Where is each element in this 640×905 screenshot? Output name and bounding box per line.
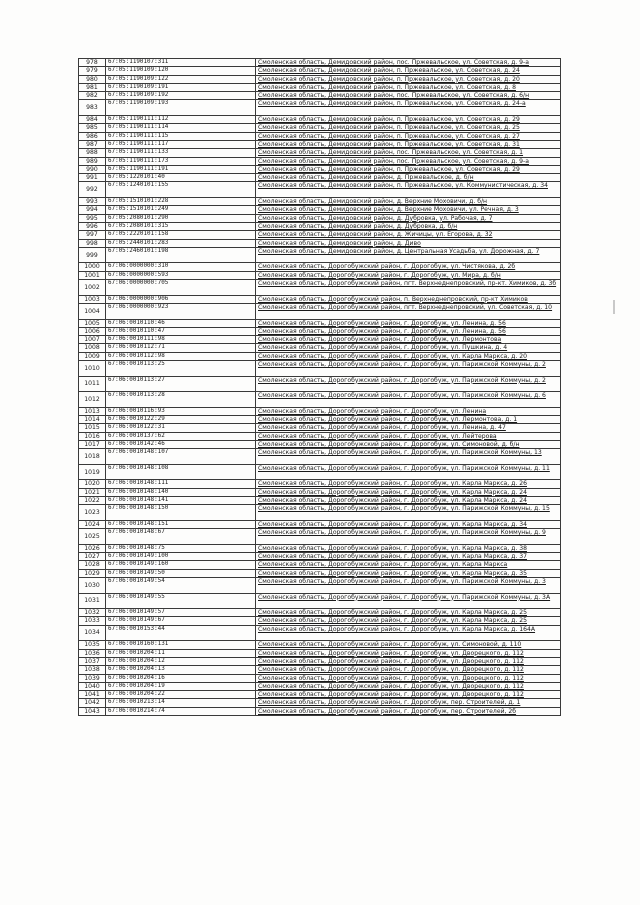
row-number: 1011: [79, 376, 106, 392]
table-row: [79, 319, 561, 327]
address: Смоленская область, Демидовский район, п. Пржевальское, ул. Советская, д. 31: [256, 140, 561, 148]
table-row: [79, 707, 561, 715]
cadastral-number: 67:06:0000000:310: [106, 263, 256, 271]
table-row: [79, 416, 561, 424]
table-row: [79, 657, 561, 665]
address: Смоленская область, Дорогобужский район, г. Дорогобуж, ул. Ленина, д. 56: [256, 319, 561, 327]
table-row: [79, 392, 561, 408]
cadastral-number: 67:06:0010148:141: [106, 497, 256, 505]
row-number: 1002: [79, 280, 106, 296]
row-number: 1040: [79, 682, 106, 690]
table-row: [79, 67, 561, 75]
cadastral-number: 67:06:0010111:98: [106, 336, 256, 344]
cadastral-number: 67:06:0010148:150: [106, 505, 256, 521]
address: Смоленская область, Демидовский район, п. Пржевальское, ул. Советская, д. 24: [256, 67, 561, 75]
address: Смоленская область, Дорогобужский район, г. Дорогобуж, пер. Строителей, д. 1: [256, 699, 561, 707]
table-row: [79, 505, 561, 521]
cadastral-number: 67:06:0010213:14: [106, 699, 256, 707]
row-number: 980: [79, 75, 106, 83]
cadastral-number: 67:06:0010148:67: [106, 529, 256, 545]
address: Смоленская область, Дорогобужский район, г. Дорогобуж, ул. Парижской Коммуны, д. 9: [256, 529, 561, 545]
table-row: [79, 488, 561, 496]
table-row: [79, 649, 561, 657]
cadastral-number: 67:06:0010153:44: [106, 625, 256, 641]
cadastral-number: 67:06:0010142:46: [106, 440, 256, 448]
cadastral-number: 67:06:0010122:29: [106, 416, 256, 424]
address: Смоленская область, Дорогобужский район, г. Дорогобуж, ул. Карла Маркса, д. 38: [256, 544, 561, 552]
address: Смоленская область, Демидовский район, д. Пржевальское, д. б/н: [256, 174, 561, 182]
table-row: [79, 280, 561, 296]
cadastral-number: 67:05:2460101:198: [106, 247, 256, 263]
address: Смоленская область, Дорогобужский район, г. Дорогобуж, ул. Парижской Коммуны, 13: [256, 449, 561, 465]
cadastral-number: 67:05:1190111:114: [106, 124, 256, 132]
table-row: [79, 222, 561, 230]
row-number: 1027: [79, 553, 106, 561]
table-row: [79, 424, 561, 432]
table-row: [79, 699, 561, 707]
cadastral-number: 67:06:0010149:55: [106, 593, 256, 609]
row-number: 1039: [79, 674, 106, 682]
cadastral-number: 67:05:2440101:283: [106, 239, 256, 247]
row-number: 990: [79, 165, 106, 173]
table-row: [79, 617, 561, 625]
table-row: [79, 561, 561, 569]
row-number: 1019: [79, 464, 106, 480]
cadastral-number: 67:06:0010204:19: [106, 682, 256, 690]
address: Смоленская область, Демидовский район, пос. Пржевальское, ул. Советская, д. 9-а: [256, 59, 561, 67]
table-row: [79, 336, 561, 344]
address: Смоленская область, Демидовский район, д. Жичицы, ул. Егорова, д. 32: [256, 231, 561, 239]
row-number: 991: [79, 174, 106, 182]
cadastral-number: 67:06:0010113:25: [106, 360, 256, 376]
table-row: [79, 174, 561, 182]
row-number: 992: [79, 182, 106, 198]
row-number: 1042: [79, 699, 106, 707]
row-number: 1031: [79, 593, 106, 609]
table-row: [79, 432, 561, 440]
cadastral-number: 67:06:0010148:108: [106, 464, 256, 480]
cadastral-number: 67:06:0000000:906: [106, 295, 256, 303]
cadastral-number: 67:05:1190109:122: [106, 75, 256, 83]
table-row: [79, 593, 561, 609]
row-number: 1030: [79, 578, 106, 594]
address: Смоленская область, Демидовский район, п. Пржевальское, ул. Советская, д. 25: [256, 124, 561, 132]
table-row: [79, 303, 561, 319]
cadastral-number: 67:06:0010148:151: [106, 520, 256, 528]
table-row: [79, 641, 561, 649]
address: Смоленская область, Дорогобужский район, г. Дорогобуж, ул. Парижской Коммуны, д. 15: [256, 505, 561, 521]
table-row: [79, 674, 561, 682]
row-number: 1043: [79, 707, 106, 715]
address: Смоленская область, Дорогобужский район, г. Дорогобуж, ул. Парижской Коммуны, д. 3А: [256, 593, 561, 609]
address: Смоленская область, Дорогобужский район, г. Дорогобуж, ул. Ленина: [256, 407, 561, 415]
address: Смоленская область, Дорогобужский район, г. Дорогобуж, ул. Карла Маркса, д. 20: [256, 352, 561, 360]
row-number: 1005: [79, 319, 106, 327]
row-number: 1036: [79, 649, 106, 657]
cadastral-number: 67:05:2080101:290: [106, 214, 256, 222]
cadastral-number: 67:06:0010110:46: [106, 319, 256, 327]
table-row: [79, 247, 561, 263]
cadastral-number: 67:06:0010149:54: [106, 578, 256, 594]
address: Смоленская область, Дорогобужский район, г. Дорогобуж, ул. Парижской Коммуны, д. 2: [256, 360, 561, 376]
address: Смоленская область, Демидовский район, п. Пржевальское, ул. Советская, д. 20: [256, 75, 561, 83]
table-row: [79, 529, 561, 545]
cadastral-number: 67:06:0010204:22: [106, 691, 256, 699]
address: Смоленская область, Дорогобужский район, г. Дорогобуж, ул. Карла Маркса, д. 25: [256, 609, 561, 617]
row-number: 994: [79, 206, 106, 214]
table-row: [79, 295, 561, 303]
table-row: [79, 83, 561, 91]
row-number: 983: [79, 100, 106, 116]
cadastral-number: 67:06:0010149:57: [106, 609, 256, 617]
table-row: [79, 360, 561, 376]
address: Смоленская область, Демидовский район, п. Пржевальское, ул. Советская, д. 27: [256, 132, 561, 140]
cadastral-number: 67:06:0010204:13: [106, 666, 256, 674]
address: Смоленская область, Дорогобужский район, г. Дорогобуж, ул. Ленина, д. 47: [256, 424, 561, 432]
address: Смоленская область, Демидовский район, д. Верхние Моховичи, д. б/н: [256, 198, 561, 206]
row-number: 1041: [79, 691, 106, 699]
row-number: 1034: [79, 625, 106, 641]
cadastral-number: 67:06:0010204:16: [106, 674, 256, 682]
row-number: 997: [79, 231, 106, 239]
row-number: 1008: [79, 344, 106, 352]
cadastral-number: 67:06:0010149:100: [106, 553, 256, 561]
address: Смоленская область, Дорогобужский район, г. Дорогобуж, ул. Лейтерова: [256, 432, 561, 440]
address: Смоленская область, Дорогобужский район, г. Дорогобуж, ул. Парижской Коммуны, д. 3: [256, 578, 561, 594]
cadastral-number: 67:05:1190111:117: [106, 140, 256, 148]
row-number: 987: [79, 140, 106, 148]
row-number: 993: [79, 198, 106, 206]
row-number: 979: [79, 67, 106, 75]
address: Смоленская область, Демидовский район, пос. Пржевальское, ул. Советская, д. 1: [256, 149, 561, 157]
cadastral-number: 67:05:2220101:158: [106, 231, 256, 239]
address: Смоленская область, Дорогобужский район, г. Дорогобуж, ул. Карла Маркса, д. 26: [256, 480, 561, 488]
table-row: [79, 691, 561, 699]
address: Смоленская область, Демидовский район, пос. Пржевальское, ул. Советская, д. 6/н: [256, 92, 561, 100]
row-number: 1022: [79, 497, 106, 505]
address: Смоленская область, Дорогобужский район, г. Дорогобуж, ул. Дворецкого, д. 112: [256, 666, 561, 674]
table-row: [79, 182, 561, 198]
row-number: 1010: [79, 360, 106, 376]
cadastral-number: 67:06:0010137:62: [106, 432, 256, 440]
row-number: 1026: [79, 544, 106, 552]
row-number: 981: [79, 83, 106, 91]
row-number: 1023: [79, 505, 106, 521]
row-number: 1037: [79, 657, 106, 665]
table-row: [79, 116, 561, 124]
row-number: 1003: [79, 295, 106, 303]
table-row: [79, 344, 561, 352]
row-number: 1014: [79, 416, 106, 424]
table-row: [79, 206, 561, 214]
row-number: 1015: [79, 424, 106, 432]
row-number: 1016: [79, 432, 106, 440]
cadastral-number: 67:06:0000000:705: [106, 280, 256, 296]
table-row: [79, 198, 561, 206]
address: Смоленская область, Дорогобужский район, г. Дорогобуж, ул. Чистякова, д. 2б: [256, 263, 561, 271]
address: Смоленская область, Демидовский район, п. Пржевальское, ул. Коммунистическая, д. 34: [256, 182, 561, 198]
table-row: [79, 520, 561, 528]
table-row: [79, 239, 561, 247]
table-row: [79, 376, 561, 392]
cadastral-number: 67:06:0010204:12: [106, 657, 256, 665]
address: Смоленская область, Дорогобужский район, г. Дорогобуж, ул. Карла Маркса, д. 25: [256, 617, 561, 625]
address: Смоленская область, Дорогобужский район, г. Дорогобуж, ул. Парижской Коммуны, д. 2: [256, 376, 561, 392]
address: Смоленская область, Дорогобужский район, г. Дорогобуж, ул. Дворецкого, д. 112: [256, 674, 561, 682]
table-row: [79, 92, 561, 100]
row-number: 1032: [79, 609, 106, 617]
address: Смоленская область, Демидовский район, д. Дубровка, ул. Рабочая, д. 7: [256, 214, 561, 222]
table-row: [79, 553, 561, 561]
address: Смоленская область, Дорогобужский район, г. Дорогобуж, ул. Карла Маркса, д. 35: [256, 569, 561, 577]
cadastral-number: 67:06:0010149:67: [106, 617, 256, 625]
row-number: 1020: [79, 480, 106, 488]
row-number: 986: [79, 132, 106, 140]
table-row: [79, 449, 561, 465]
address: Смоленская область, Дорогобужский район, г. Дорогобуж, ул. Карла Маркса, д. 164А: [256, 625, 561, 641]
table-row: [79, 59, 561, 67]
cadastral-number: 67:05:1190111:191: [106, 165, 256, 173]
cadastral-number: 67:06:0010148:140: [106, 488, 256, 496]
address: Смоленская область, Дорогобужский район, г. Дорогобуж, ул. Симоновой, д. 110: [256, 641, 561, 649]
cadastral-number: 67:05:1190109:193: [106, 100, 256, 116]
row-number: 1028: [79, 561, 106, 569]
table-row: [79, 132, 561, 140]
cadastral-number: 67:06:0010148:111: [106, 480, 256, 488]
row-number: 982: [79, 92, 106, 100]
row-number: 1029: [79, 569, 106, 577]
table-row: [79, 578, 561, 594]
row-number: 1018: [79, 449, 106, 465]
row-number: 1006: [79, 327, 106, 335]
cadastral-number: 67:06:0010112:98: [106, 352, 256, 360]
row-number: 999: [79, 247, 106, 263]
cadastral-number: 67:05:1510101:249: [106, 206, 256, 214]
address: Смоленская область, Дорогобужский район, г. Дорогобуж, ул. Карла Маркса, д. 37: [256, 553, 561, 561]
table-row: [79, 544, 561, 552]
cadastral-number: 67:06:0010149:50: [106, 569, 256, 577]
cadastral-number: 67:05:1190111:115: [106, 132, 256, 140]
row-number: 1038: [79, 666, 106, 674]
cadastral-number: 67:06:0010113:27: [106, 376, 256, 392]
address: Смоленская область, Дорогобужский район, г. Дорогобуж, ул. Мира, д. б/н: [256, 271, 561, 279]
table-row: [79, 231, 561, 239]
address: Смоленская область, Демидовский район, д. Центральная Усадьба, ул. Дорожная, д. 7: [256, 247, 561, 263]
table-row: [79, 497, 561, 505]
address: Смоленская область, Дорогобужский район, г. Дорогобуж, ул. Парижской Коммуны, д. 6: [256, 392, 561, 408]
cadastral-number: 67:06:0010116:93: [106, 407, 256, 415]
row-number: 995: [79, 214, 106, 222]
address: Смоленская область, Дорогобужский район, пгт. Верхнеднепровский, пр-кт. Химиков, д. 3б: [256, 280, 561, 296]
row-number: 1001: [79, 271, 106, 279]
row-number: 998: [79, 239, 106, 247]
cadastral-number: 67:05:1190107:311: [106, 59, 256, 67]
table-row: [79, 609, 561, 617]
table-row: [79, 352, 561, 360]
row-number: 1024: [79, 520, 106, 528]
table-row: [79, 165, 561, 173]
scan-mark: [613, 300, 615, 314]
address: Смоленская область, Дорогобужский район, г. Дорогобуж, ул. Лермонтова, д. 1: [256, 416, 561, 424]
cadastral-number: 67:05:2080101:315: [106, 222, 256, 230]
table-row: [79, 271, 561, 279]
cadastral-number: 67:05:1220101:40: [106, 174, 256, 182]
cadastral-number: 67:06:0010113:28: [106, 392, 256, 408]
table-row: [79, 625, 561, 641]
row-number: 985: [79, 124, 106, 132]
cadastral-number: 67:05:1190109:191: [106, 83, 256, 91]
cadastral-number: 67:06:0000000:923: [106, 303, 256, 319]
row-number: 1025: [79, 529, 106, 545]
cadastral-number: 67:05:1190109:120: [106, 67, 256, 75]
table-row: [79, 157, 561, 165]
address: Смоленская область, Демидовский район, п. Пржевальское, ул. Советская, д. 8: [256, 83, 561, 91]
address: Смоленская область, Демидовский район, д. Диво: [256, 239, 561, 247]
cadastral-number: 67:05:1190109:192: [106, 92, 256, 100]
address: Смоленская область, Демидовский район, п. Пржевальское, ул. Советская, д. 29: [256, 165, 561, 173]
address: Смоленская область, Дорогобужский район, г. Дорогобуж, ул. Дворецкого, д. 112: [256, 691, 561, 699]
cadastral-number: 67:05:1510101:228: [106, 198, 256, 206]
address: Смоленская область, Дорогобужский район, г. Дорогобуж, ул. Карла Маркса, д. 24: [256, 497, 561, 505]
row-number: 978: [79, 59, 106, 67]
table-body: [79, 59, 561, 716]
address: Смоленская область, Демидовский район, пос. Пржевальское, ул. Советская, д. 9-а: [256, 157, 561, 165]
address: Смоленская область, Дорогобужский район, г. Дорогобуж, ул. Карла Маркса: [256, 561, 561, 569]
table-row: [79, 149, 561, 157]
cadastral-number: 67:06:0010148:75: [106, 544, 256, 552]
table-row: [79, 140, 561, 148]
address: Смоленская область, Дорогобужский район, г. Дорогобуж, ул. Парижской Коммуны, д. 11: [256, 464, 561, 480]
cadastral-number: 67:06:0000000:593: [106, 271, 256, 279]
table-row: [79, 464, 561, 480]
cadastral-number: 67:06:0010110:47: [106, 327, 256, 335]
table-row: [79, 100, 561, 116]
cadastral-number: 67:06:0010204:11: [106, 649, 256, 657]
row-number: 1012: [79, 392, 106, 408]
row-number: 1021: [79, 488, 106, 496]
table-row: [79, 124, 561, 132]
row-number: 1004: [79, 303, 106, 319]
address: Смоленская область, Демидовский район, д. Дубровка, д. б/н: [256, 222, 561, 230]
cadastral-number: 67:06:0010214:74: [106, 707, 256, 715]
cadastral-number: 67:06:0010148:107: [106, 449, 256, 465]
row-number: 1035: [79, 641, 106, 649]
table-row: [79, 666, 561, 674]
address: Смоленская область, Демидовский район, п. Пржевальское, ул. Советская, д. 24-а: [256, 100, 561, 116]
cadastral-number: 67:06:0010160:131: [106, 641, 256, 649]
row-number: 1017: [79, 440, 106, 448]
address: Смоленская область, Дорогобужский район, г. Дорогобуж, ул. Карла Маркса, д. 34: [256, 520, 561, 528]
table-row: [79, 440, 561, 448]
row-number: 1013: [79, 407, 106, 415]
address: Смоленская область, Дорогобужский район, г. Дорогобуж, ул. Дворецкого, д. 112: [256, 657, 561, 665]
table-row: [79, 327, 561, 335]
table-row: [79, 480, 561, 488]
address: Смоленская область, Дорогобужский район, п. Верхнеднепровский, пр-кт Химиков: [256, 295, 561, 303]
cadastral-number: 67:05:1190111:133: [106, 149, 256, 157]
cadastral-number: 67:06:0010122:31: [106, 424, 256, 432]
address: Смоленская область, Дорогобужский район, г. Дорогобуж, ул. Пушкина, д. 4: [256, 344, 561, 352]
address: Смоленская область, Дорогобужский район, г. Дорогобуж, пер. Строителей, 2б: [256, 707, 561, 715]
address: Смоленская область, Дорогобужский район, г. Дорогобуж, ул. Симоновой, д. б/н: [256, 440, 561, 448]
address: Смоленская область, Демидовский район, д. Верхние Моховичи, ул. Речная, д. 3: [256, 206, 561, 214]
table-row: [79, 214, 561, 222]
row-number: 1007: [79, 336, 106, 344]
cadastral-number: 67:06:0010112:71: [106, 344, 256, 352]
address: Смоленская область, Дорогобужский район, пгт. Верхнеднепровский, ул. Советская, д. 10: [256, 303, 561, 319]
cadastral-number: 67:06:0010149:160: [106, 561, 256, 569]
address: Смоленская область, Дорогобужский район, г. Дорогобуж, ул. Лермонтова: [256, 336, 561, 344]
table-row: [79, 569, 561, 577]
address: Смоленская область, Дорогобужский район, г. Дорогобуж, ул. Дворецкого, д. 112: [256, 682, 561, 690]
table-row: [79, 263, 561, 271]
table-row: [79, 682, 561, 690]
row-number: 989: [79, 157, 106, 165]
row-number: 984: [79, 116, 106, 124]
row-number: 1009: [79, 352, 106, 360]
table-row: [79, 75, 561, 83]
address: Смоленская область, Дорогобужский район, г. Дорогобуж, ул. Карла Маркса, д. 24: [256, 488, 561, 496]
address: Смоленская область, Дорогобужский район, г. Дорогобуж, ул. Ленина, д. 56: [256, 327, 561, 335]
cadastral-table: [78, 58, 561, 716]
address: Смоленская область, Дорогобужский район, г. Дорогобуж, ул. Дворецкого, д. 112: [256, 649, 561, 657]
cadastral-number: 67:05:1190111:112: [106, 116, 256, 124]
row-number: 996: [79, 222, 106, 230]
address: Смоленская область, Демидовский район, п. Пржевальское, ул. Советская, д. 29: [256, 116, 561, 124]
row-number: 988: [79, 149, 106, 157]
row-number: 1000: [79, 263, 106, 271]
cadastral-number: 67:05:1240101:155: [106, 182, 256, 198]
table-row: [79, 407, 561, 415]
row-number: 1033: [79, 617, 106, 625]
cadastral-number: 67:05:1190111:173: [106, 157, 256, 165]
